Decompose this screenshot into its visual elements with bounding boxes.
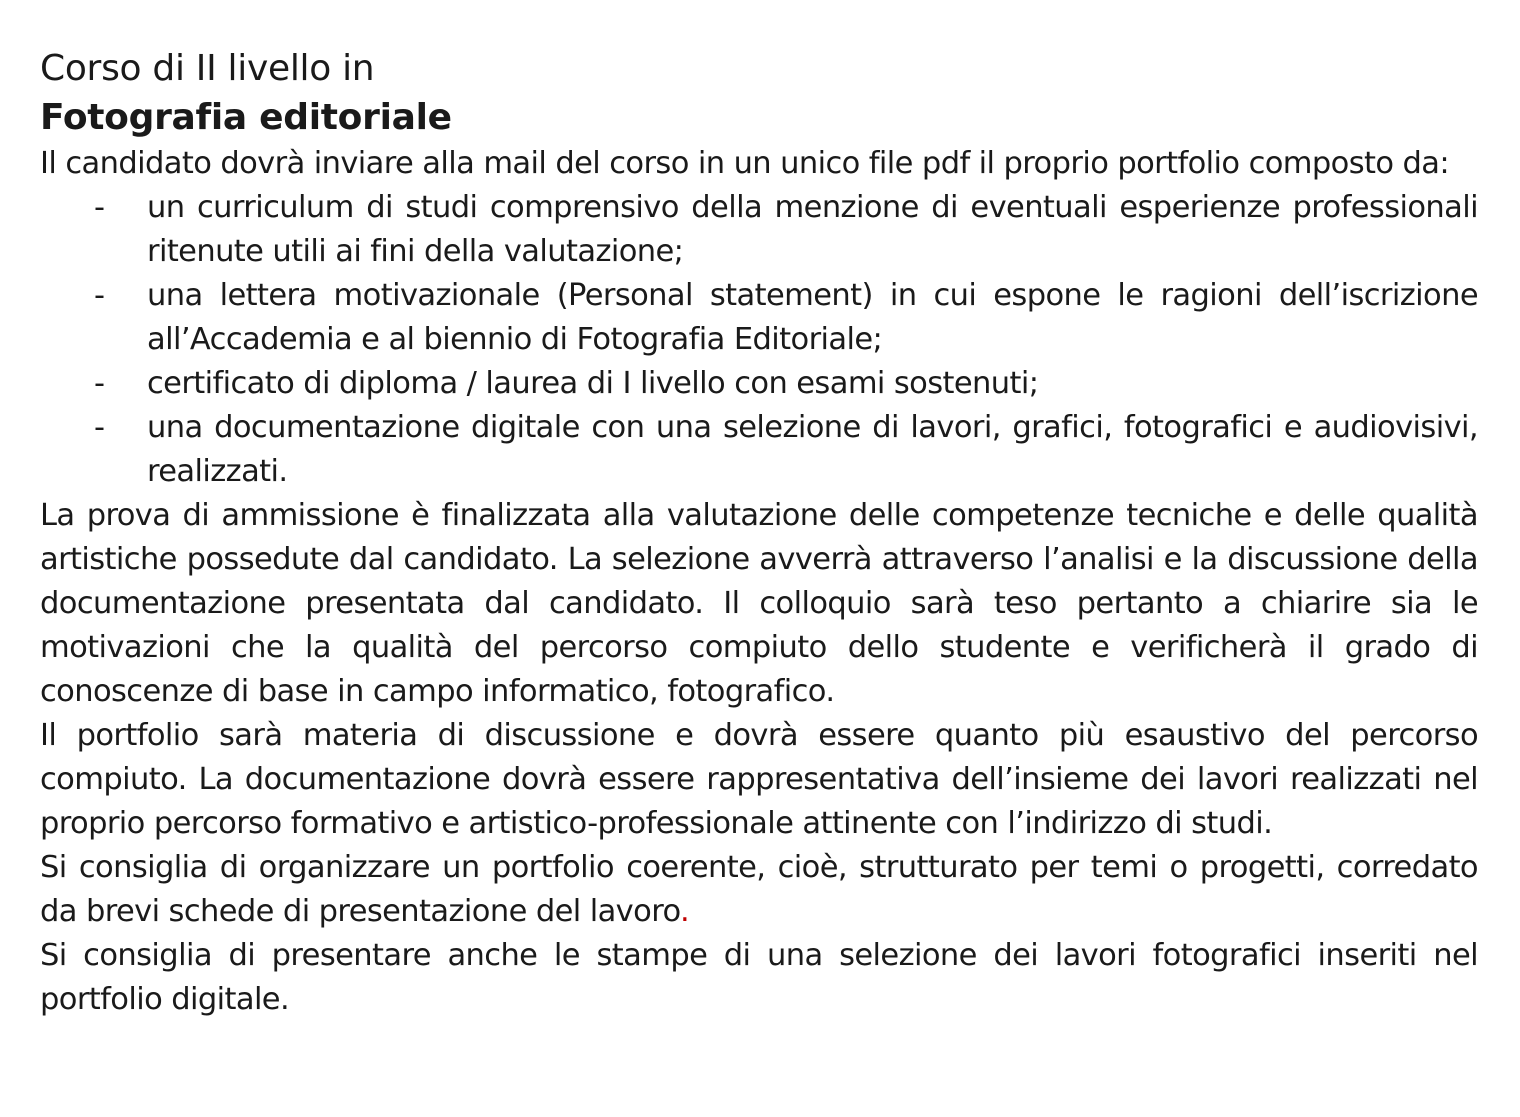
prints-advice-paragraph: Si consiglia di presentare anche le stampe di una selezione dei lavori fotografici inseriti nel portfolio digitale.: [40, 938, 1478, 1017]
list-item: [40, 406, 1478, 494]
organization-advice-paragraph: [40, 846, 1478, 934]
list-item-text: un curriculum di studi comprensivo della menzione di eventuali esperienze professionali ritenute utili ai fini della valutazione;: [147, 190, 1478, 269]
list-item-text: una lettera motivazionale (Personal statement) in cui espone le ragioni dell’iscrizione all’Accademia e al biennio di Fotografia Editoriale;: [147, 278, 1478, 357]
list-item: [40, 362, 1478, 406]
list-item-text: una documentazione digitale con una selezione di lavori, grafici, fotografici e audiovisivi, realizzati.: [147, 410, 1478, 489]
requirements-list: [40, 186, 1478, 494]
bullet-dash: -: [94, 366, 105, 401]
list-item-text: certificato di diploma / laurea di I livello con esami sostenuti;: [147, 366, 1039, 401]
document-page: [40, 44, 1478, 1022]
list-item: [40, 274, 1478, 362]
intro-paragraph: Il candidato dovrà inviare alla mail del corso in un unico file pdf il proprio portfolio composto da:: [40, 146, 1450, 181]
bullet-dash: -: [94, 278, 105, 313]
course-title: Fotografia editoriale: [40, 97, 452, 138]
red-period: .: [680, 894, 690, 929]
organization-advice-text: Si consiglia di organizzare un portfolio coerente, cioè, strutturato per temi o progetti, corredato da brevi schede di presentazione del lavoro: [40, 850, 1478, 929]
bullet-dash: -: [94, 410, 105, 445]
admission-paragraph: La prova di ammissione è finalizzata alla valutazione delle competenze tecniche e delle qualità artistiche possedute dal candidato. La selezione avverrà attraverso l’analisi e la discussione della documentazione presentata dal candidato. Il colloquio sarà teso pertanto a chiarire sia le motivazioni che la qualità del percorso compiuto dello studente e verificherà il grado di conoscenze di base in campo informatico, fotografico.: [40, 498, 1478, 709]
course-level-heading: Corso di II livello in: [40, 48, 375, 89]
list-item: [40, 186, 1478, 274]
portfolio-paragraph: Il portfolio sarà materia di discussione e dovrà essere quanto più esaustivo del percorso compiuto. La documentazione dovrà essere rappresentativa dell’insieme dei lavori realizzati nel proprio percorso formativo e artistico-professionale attinente con l’indirizzo di studi.: [40, 718, 1478, 841]
bullet-dash: -: [94, 190, 105, 225]
